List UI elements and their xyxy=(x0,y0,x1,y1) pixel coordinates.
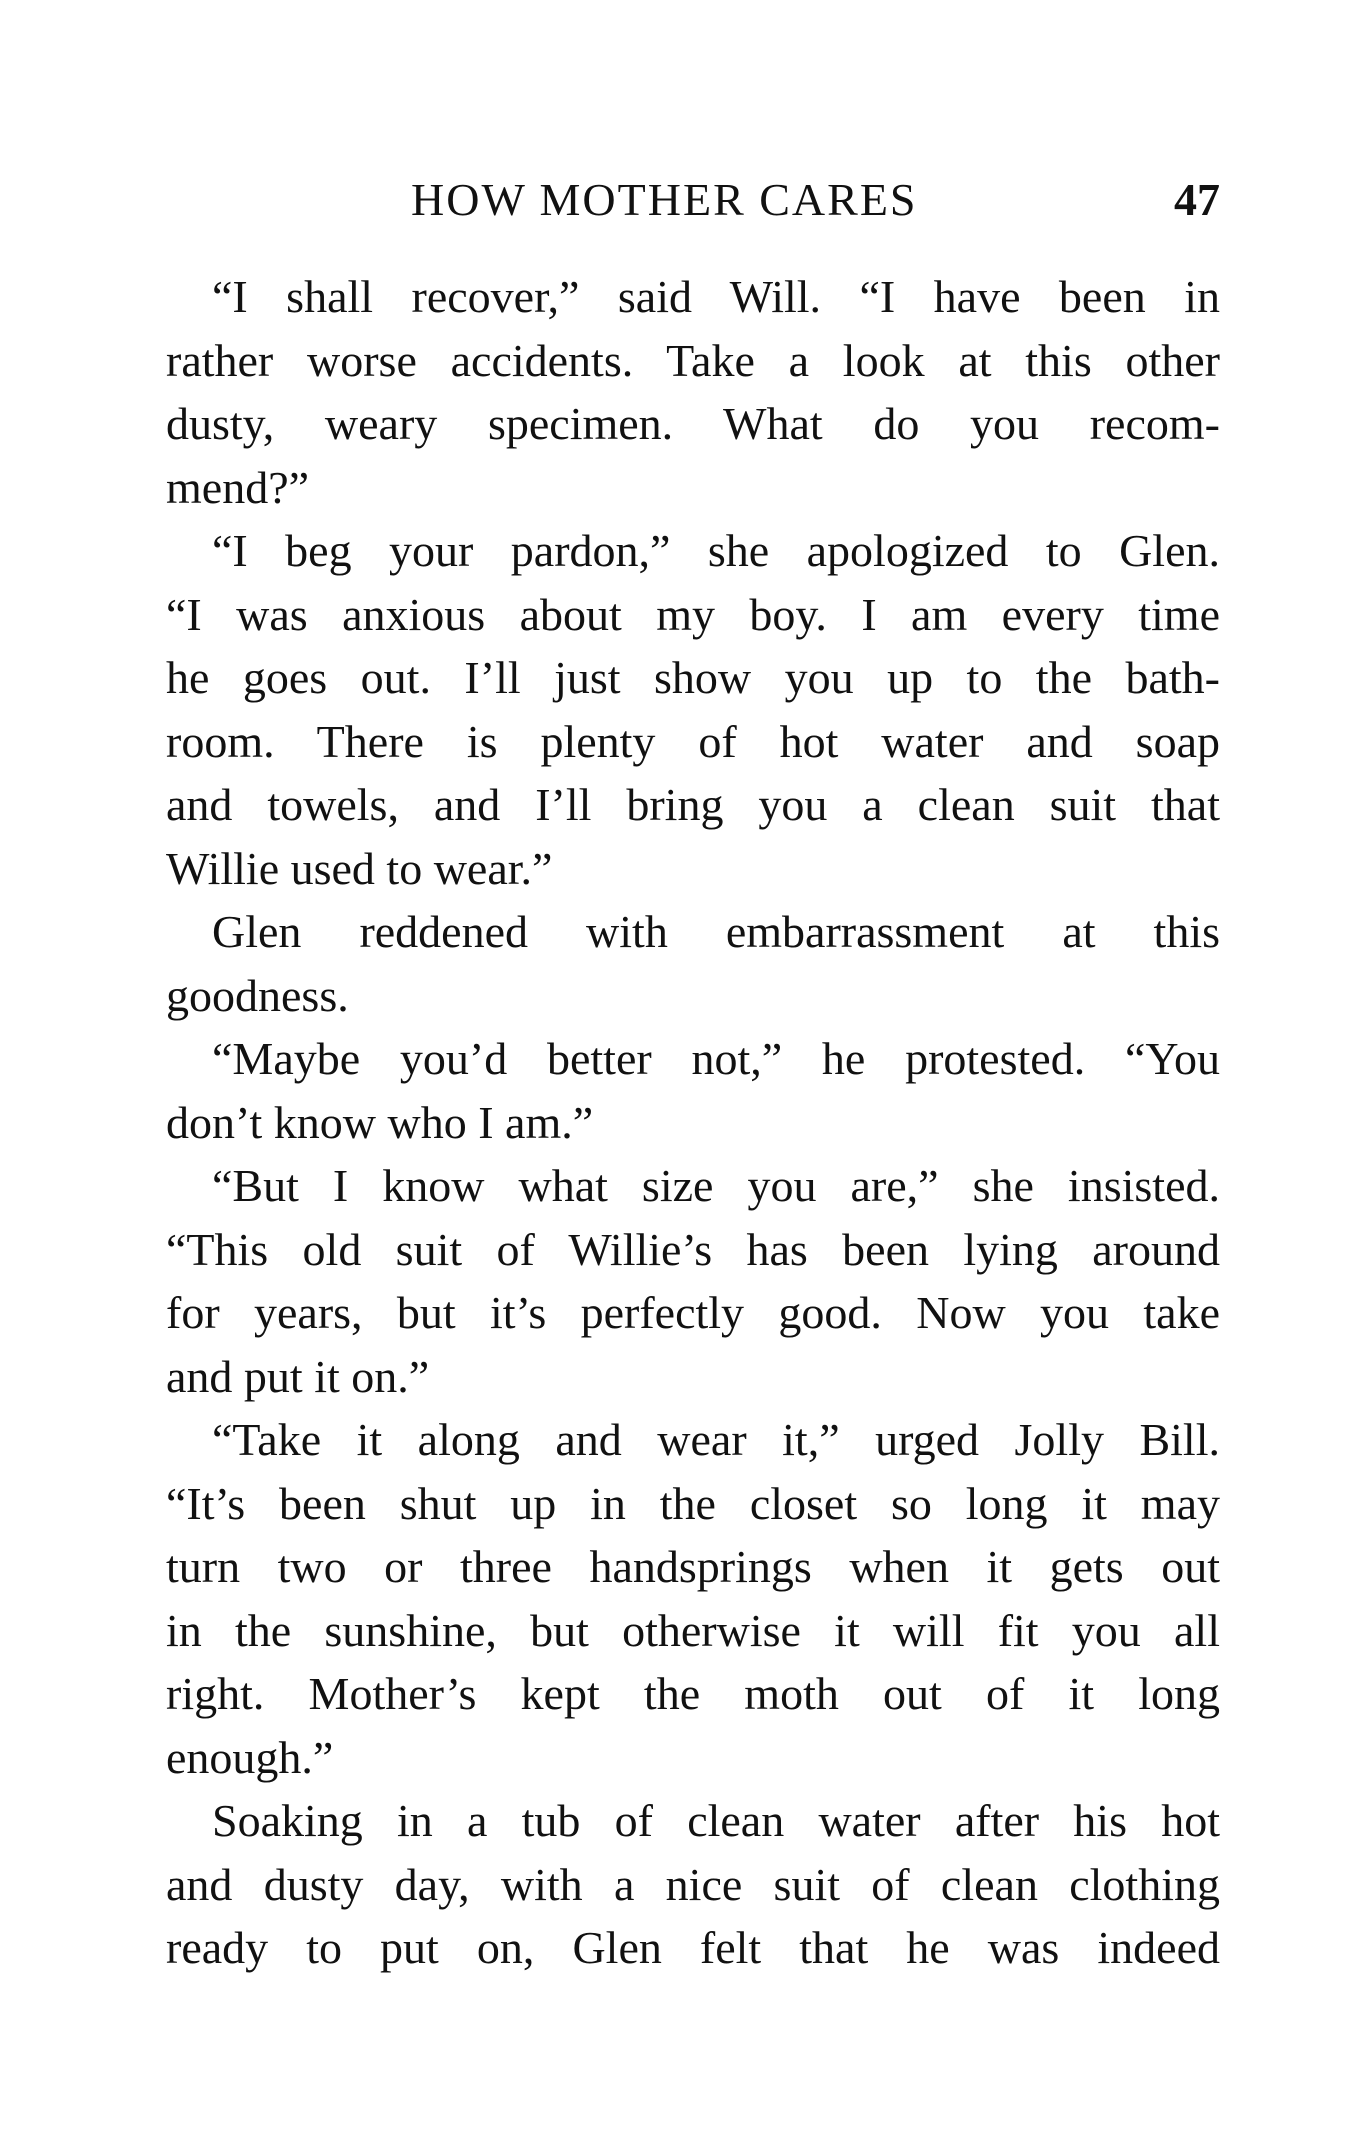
paragraph xyxy=(166,1408,1220,1789)
text-line: “I was anxious about my boy. I am every time xyxy=(166,588,1220,640)
text-line: room. There is plenty of hot water and soap xyxy=(166,715,1220,767)
text-line: and put it on.” xyxy=(166,1350,430,1402)
text-line: “Take it along and wear it,” urged Jolly Bill. xyxy=(212,1414,1220,1465)
text-line: he goes out. I’ll just show you up to the bath- xyxy=(166,652,1220,703)
paragraph xyxy=(166,1027,1220,1154)
text-line: “This old suit of Willie’s has been lying around xyxy=(166,1223,1220,1275)
page-header xyxy=(166,170,1220,230)
body-text xyxy=(166,265,1220,1980)
text-line: “But I know what size you are,” she insisted. xyxy=(212,1160,1220,1211)
text-line: for years, but it’s perfectly good. Now you take xyxy=(166,1287,1220,1338)
text-line: dusty, weary specimen. What do you recom- xyxy=(166,398,1220,449)
text-line: right. Mother’s kept the moth out of it long xyxy=(166,1668,1220,1719)
running-title: HOW MOTHER CARES xyxy=(411,174,918,225)
text-line: ready to put on, Glen felt that he was indeed xyxy=(166,1922,1220,1973)
text-line: “I shall recover,” said Will. “I have been in xyxy=(212,271,1220,322)
text-line: “It’s been shut up in the closet so long it may xyxy=(166,1477,1220,1529)
text-line: and dusty day, with a nice suit of clean clothing xyxy=(166,1858,1220,1910)
paragraph xyxy=(166,1154,1220,1408)
text-line: and towels, and I’ll bring you a clean suit that xyxy=(166,779,1220,830)
text-line: mend?” xyxy=(166,461,310,513)
text-line: Willie used to wear.” xyxy=(166,842,553,894)
paragraph xyxy=(166,265,1220,519)
text-line: in the sunshine, but otherwise it will fit you all xyxy=(166,1604,1220,1656)
paragraph xyxy=(166,519,1220,900)
text-line: Soaking in a tub of clean water after his hot xyxy=(212,1795,1220,1846)
text-line: rather worse accidents. Take a look at this other xyxy=(166,334,1220,386)
text-line: Glen reddened with embarrassment at this xyxy=(212,906,1220,957)
text-line: “Maybe you’d better not,” he protested. “You xyxy=(212,1033,1220,1084)
paragraph xyxy=(166,900,1220,1027)
text-line: turn two or three handsprings when it gets out xyxy=(166,1541,1220,1592)
text-line: goodness. xyxy=(166,969,349,1021)
text-line: enough.” xyxy=(166,1731,334,1783)
paragraph xyxy=(166,1789,1220,1980)
text-line: don’t know who I am.” xyxy=(166,1096,594,1148)
page-number: 47 xyxy=(1174,174,1220,225)
text-line: “I beg your pardon,” she apologized to Glen. xyxy=(212,525,1220,576)
